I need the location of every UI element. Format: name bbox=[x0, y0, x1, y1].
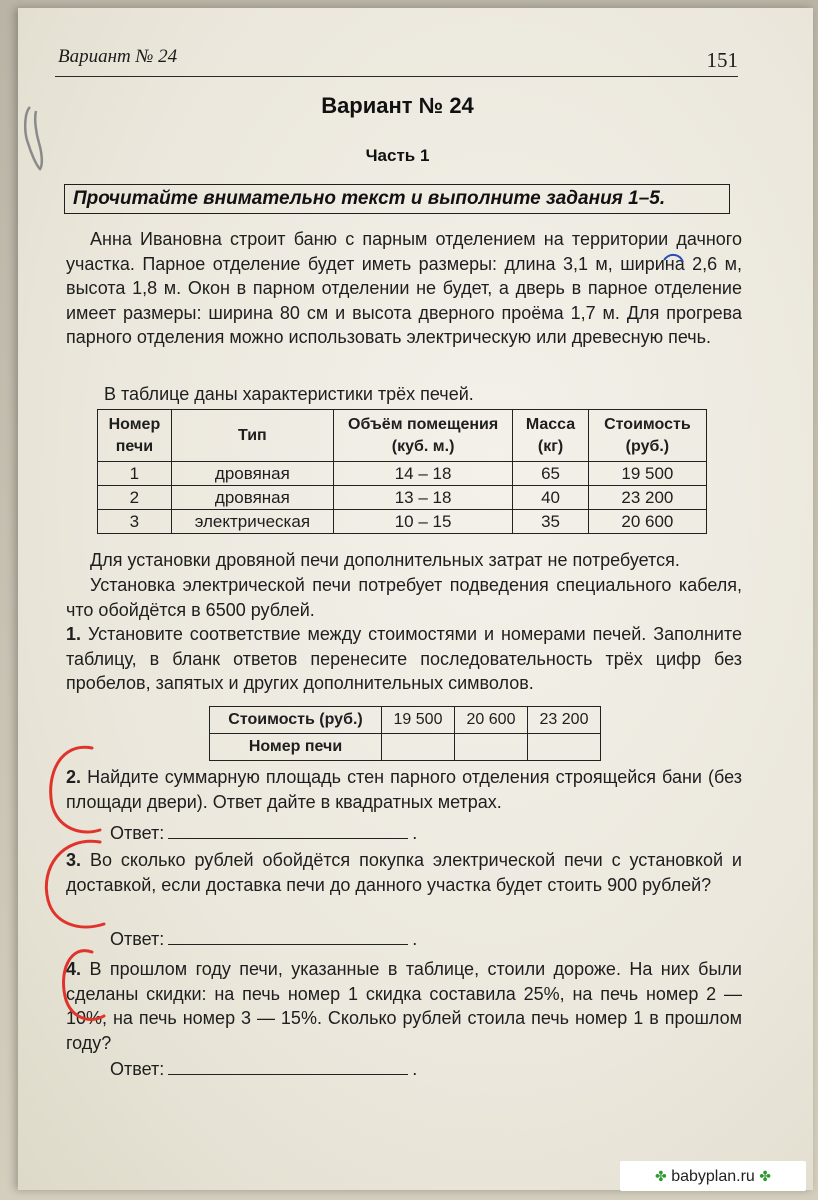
table-cell: 65 bbox=[513, 462, 589, 486]
running-header-title: Вариант № 24 bbox=[58, 46, 178, 67]
table-header-row bbox=[98, 410, 707, 462]
table-row bbox=[210, 707, 601, 734]
task-number: 1. bbox=[66, 624, 82, 644]
watermark-text: babyplan.ru bbox=[671, 1168, 755, 1185]
answer-field[interactable] bbox=[168, 930, 408, 945]
answer-line bbox=[110, 823, 417, 844]
clover-icon: ✤ bbox=[759, 1168, 771, 1184]
task-text: Во сколько рублей обойдётся покупка электрической печи с установкой и доставкой, если доставка печи до данного участка будет стоить 900 рублей? bbox=[66, 850, 742, 895]
col-header-price: Стоимость (руб.) bbox=[588, 410, 706, 462]
watermark-badge bbox=[620, 1161, 806, 1191]
intro-paragraph: Анна Ивановна строит баню с парным отделением на территории дачного участка. Парное отделение будет иметь размеры: длина 3,1 м, ширина 2,6 м, высота 1,8 м. Окон в парном отделении не будет, а дверь в парное отделение имеет размеры: ширина 80 см и высота дверного проёма 1,7 м. Для прогрева парного отделения можно использовать электрическую или древесную печь. bbox=[66, 229, 742, 347]
table-cell: электрическая bbox=[171, 510, 333, 534]
answer-period: . bbox=[412, 823, 418, 843]
part-heading: Часть 1 bbox=[365, 146, 430, 165]
task-text: В прошлом году печи, указанные в таблице, стоили дороже. На них были сделаны скидки: на печь номер 1 скидка составила 25%, на печь номер 2 — 10%, на печь номер 3 — 15%. Сколько рублей стоила печь номер 1 в прошлом году? bbox=[66, 959, 742, 1053]
table-row bbox=[98, 510, 707, 534]
clover-icon: ✤ bbox=[655, 1168, 667, 1184]
header-divider bbox=[55, 76, 738, 77]
col-header-mass: Масса (кг) bbox=[513, 410, 589, 462]
table-cell: 19 500 bbox=[588, 462, 706, 486]
match-row-label-price: Стоимость (руб.) bbox=[210, 707, 382, 734]
table-cell: 3 bbox=[98, 510, 172, 534]
table-cell: 40 bbox=[513, 486, 589, 510]
table-cell: 13 – 18 bbox=[333, 486, 512, 510]
answer-line bbox=[110, 929, 417, 950]
table-row bbox=[210, 734, 601, 761]
table-cell: 1 bbox=[98, 462, 172, 486]
answer-label: Ответ: bbox=[110, 1059, 165, 1079]
task-2 bbox=[66, 765, 742, 814]
table-cell: дровяная bbox=[171, 486, 333, 510]
task-1 bbox=[66, 622, 742, 696]
table-cell: 14 – 18 bbox=[333, 462, 512, 486]
answer-period: . bbox=[412, 929, 418, 949]
answer-period: . bbox=[412, 1059, 418, 1079]
answer-field[interactable] bbox=[168, 824, 408, 839]
table-cell: дровяная bbox=[171, 462, 333, 486]
table-cell: 35 bbox=[513, 510, 589, 534]
task-number: 3. bbox=[66, 850, 82, 870]
table-cell: 20 600 bbox=[455, 707, 528, 734]
table-cell: 23 200 bbox=[528, 707, 601, 734]
task-text: Установите соответствие между стоимостями и номерами печей. Заполните таблицу, в бланк ответов перенесите последовательность трёх цифр без пробелов, запятых и других дополнительных символов. bbox=[66, 624, 742, 693]
task-text: Найдите суммарную площадь стен парного отделения строящейся бани (без площади двери). Ответ дайте в квадратных метрах. bbox=[66, 767, 742, 812]
answer-field[interactable] bbox=[168, 1060, 408, 1075]
table-cell: 10 – 15 bbox=[333, 510, 512, 534]
task-3 bbox=[66, 848, 742, 897]
page-number: 151 bbox=[706, 48, 738, 72]
note-electric-stove: Установка электрической печи потребует подведения специального кабеля, что обойдётся в 6500 рублей. bbox=[66, 575, 742, 620]
note-wood-stove: Для установки дровяной печи дополнительных затрат не потребуется. bbox=[90, 550, 680, 570]
table-caption: В таблице даны характеристики трёх печей. bbox=[104, 384, 474, 404]
instruction-box: Прочитайте внимательно текст и выполните задания 1–5. bbox=[64, 184, 730, 214]
table-cell: 20 600 bbox=[588, 510, 706, 534]
task-number: 2. bbox=[66, 767, 82, 787]
table-row bbox=[98, 486, 707, 510]
table-row bbox=[98, 462, 707, 486]
match-table bbox=[209, 706, 601, 761]
task-number: 4. bbox=[66, 959, 82, 979]
match-row-label-number: Номер печи bbox=[210, 734, 382, 761]
table-cell: 19 500 bbox=[382, 707, 455, 734]
variant-title: Вариант № 24 bbox=[321, 93, 474, 118]
answer-cell[interactable] bbox=[455, 734, 528, 761]
task-4 bbox=[66, 957, 742, 1055]
answer-line bbox=[110, 1059, 417, 1080]
answer-cell[interactable] bbox=[382, 734, 455, 761]
col-header-number: Номер печи bbox=[98, 410, 172, 462]
col-header-type: Тип bbox=[171, 410, 333, 462]
answer-label: Ответ: bbox=[110, 823, 165, 843]
answer-cell[interactable] bbox=[528, 734, 601, 761]
table-cell: 23 200 bbox=[588, 486, 706, 510]
answer-label: Ответ: bbox=[110, 929, 165, 949]
col-header-volume: Объём помещения (куб. м.) bbox=[333, 410, 512, 462]
stoves-table bbox=[97, 409, 707, 534]
table-cell: 2 bbox=[98, 486, 172, 510]
